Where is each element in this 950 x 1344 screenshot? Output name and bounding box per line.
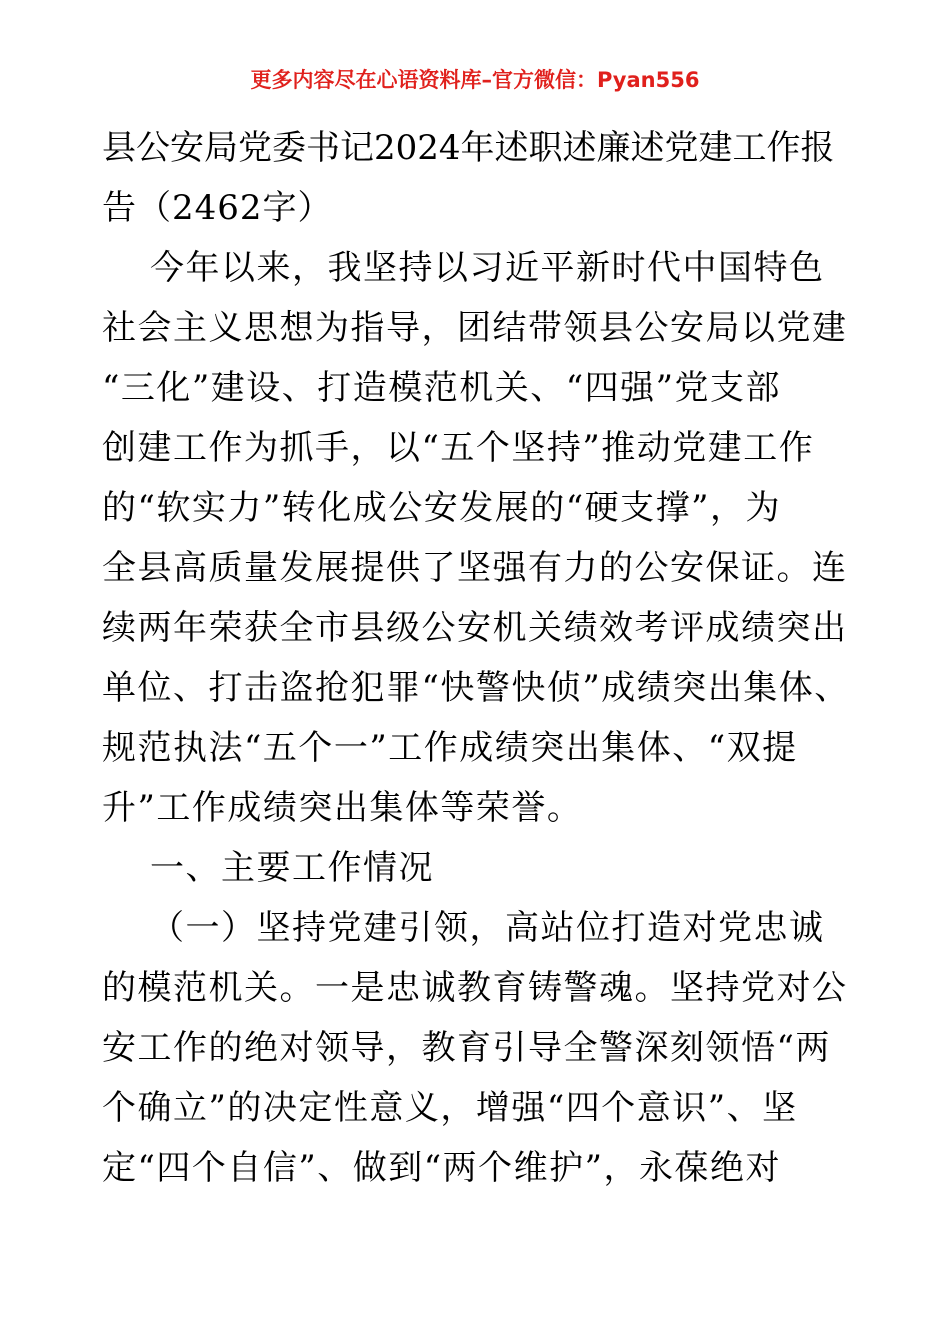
text-line: 社会主义思想为指导，团结带领县公安局以党建: [102, 308, 848, 348]
text-line: 个确立”的决定性意义，增强“四个意识”、坚: [102, 1088, 798, 1128]
text-line: 规范执法“五个一”工作成绩突出集体、“双提: [102, 728, 798, 768]
text-line: 创建工作为抓手，以“五个坚持”推动党建工作: [102, 428, 815, 468]
title-line: 县公安局党委书记2024年述职述廉述党建工作报: [102, 128, 835, 168]
text-line: 全县高质量发展提供了坚强有力的公安保证。连: [102, 548, 848, 588]
paragraph-section-1: [102, 898, 852, 1198]
section-heading: 一、主要工作情况: [150, 848, 434, 888]
text-line: 的模范机关。一是忠诚教育铸警魂。坚持党对公: [102, 968, 848, 1008]
text-line: 定“四个自信”、做到“两个维护”，永葆绝对: [102, 1148, 782, 1188]
text-line: “三化”建设、打造模范机关、“四强”党支部: [102, 368, 782, 408]
text-line: 的“软实力”转化成公安发展的“硬支撑”，为: [102, 488, 782, 528]
document-body: [102, 118, 852, 1198]
text-line: 升”工作成绩突出集体等荣誉。: [102, 788, 583, 828]
paragraph-intro: [102, 238, 852, 838]
text-line: 续两年荣获全市县级公安机关绩效考评成绩突出: [102, 608, 848, 648]
text-line: 今年以来，我坚持以习近平新时代中国特色: [150, 248, 825, 288]
text-line: （一）坚持党建引领，高站位打造对党忠诚: [150, 908, 825, 948]
watermark-banner: 更多内容尽在心语资料库–官方微信：Pyan556: [250, 68, 700, 92]
text-line: 单位、打击盗抢犯罪“快警快侦”成绩突出集体、: [102, 668, 850, 708]
document-title: [102, 118, 852, 238]
title-line: 告（2462字）: [102, 188, 333, 228]
text-line: 安工作的绝对领导，教育引导全警深刻领悟“两: [102, 1028, 831, 1068]
